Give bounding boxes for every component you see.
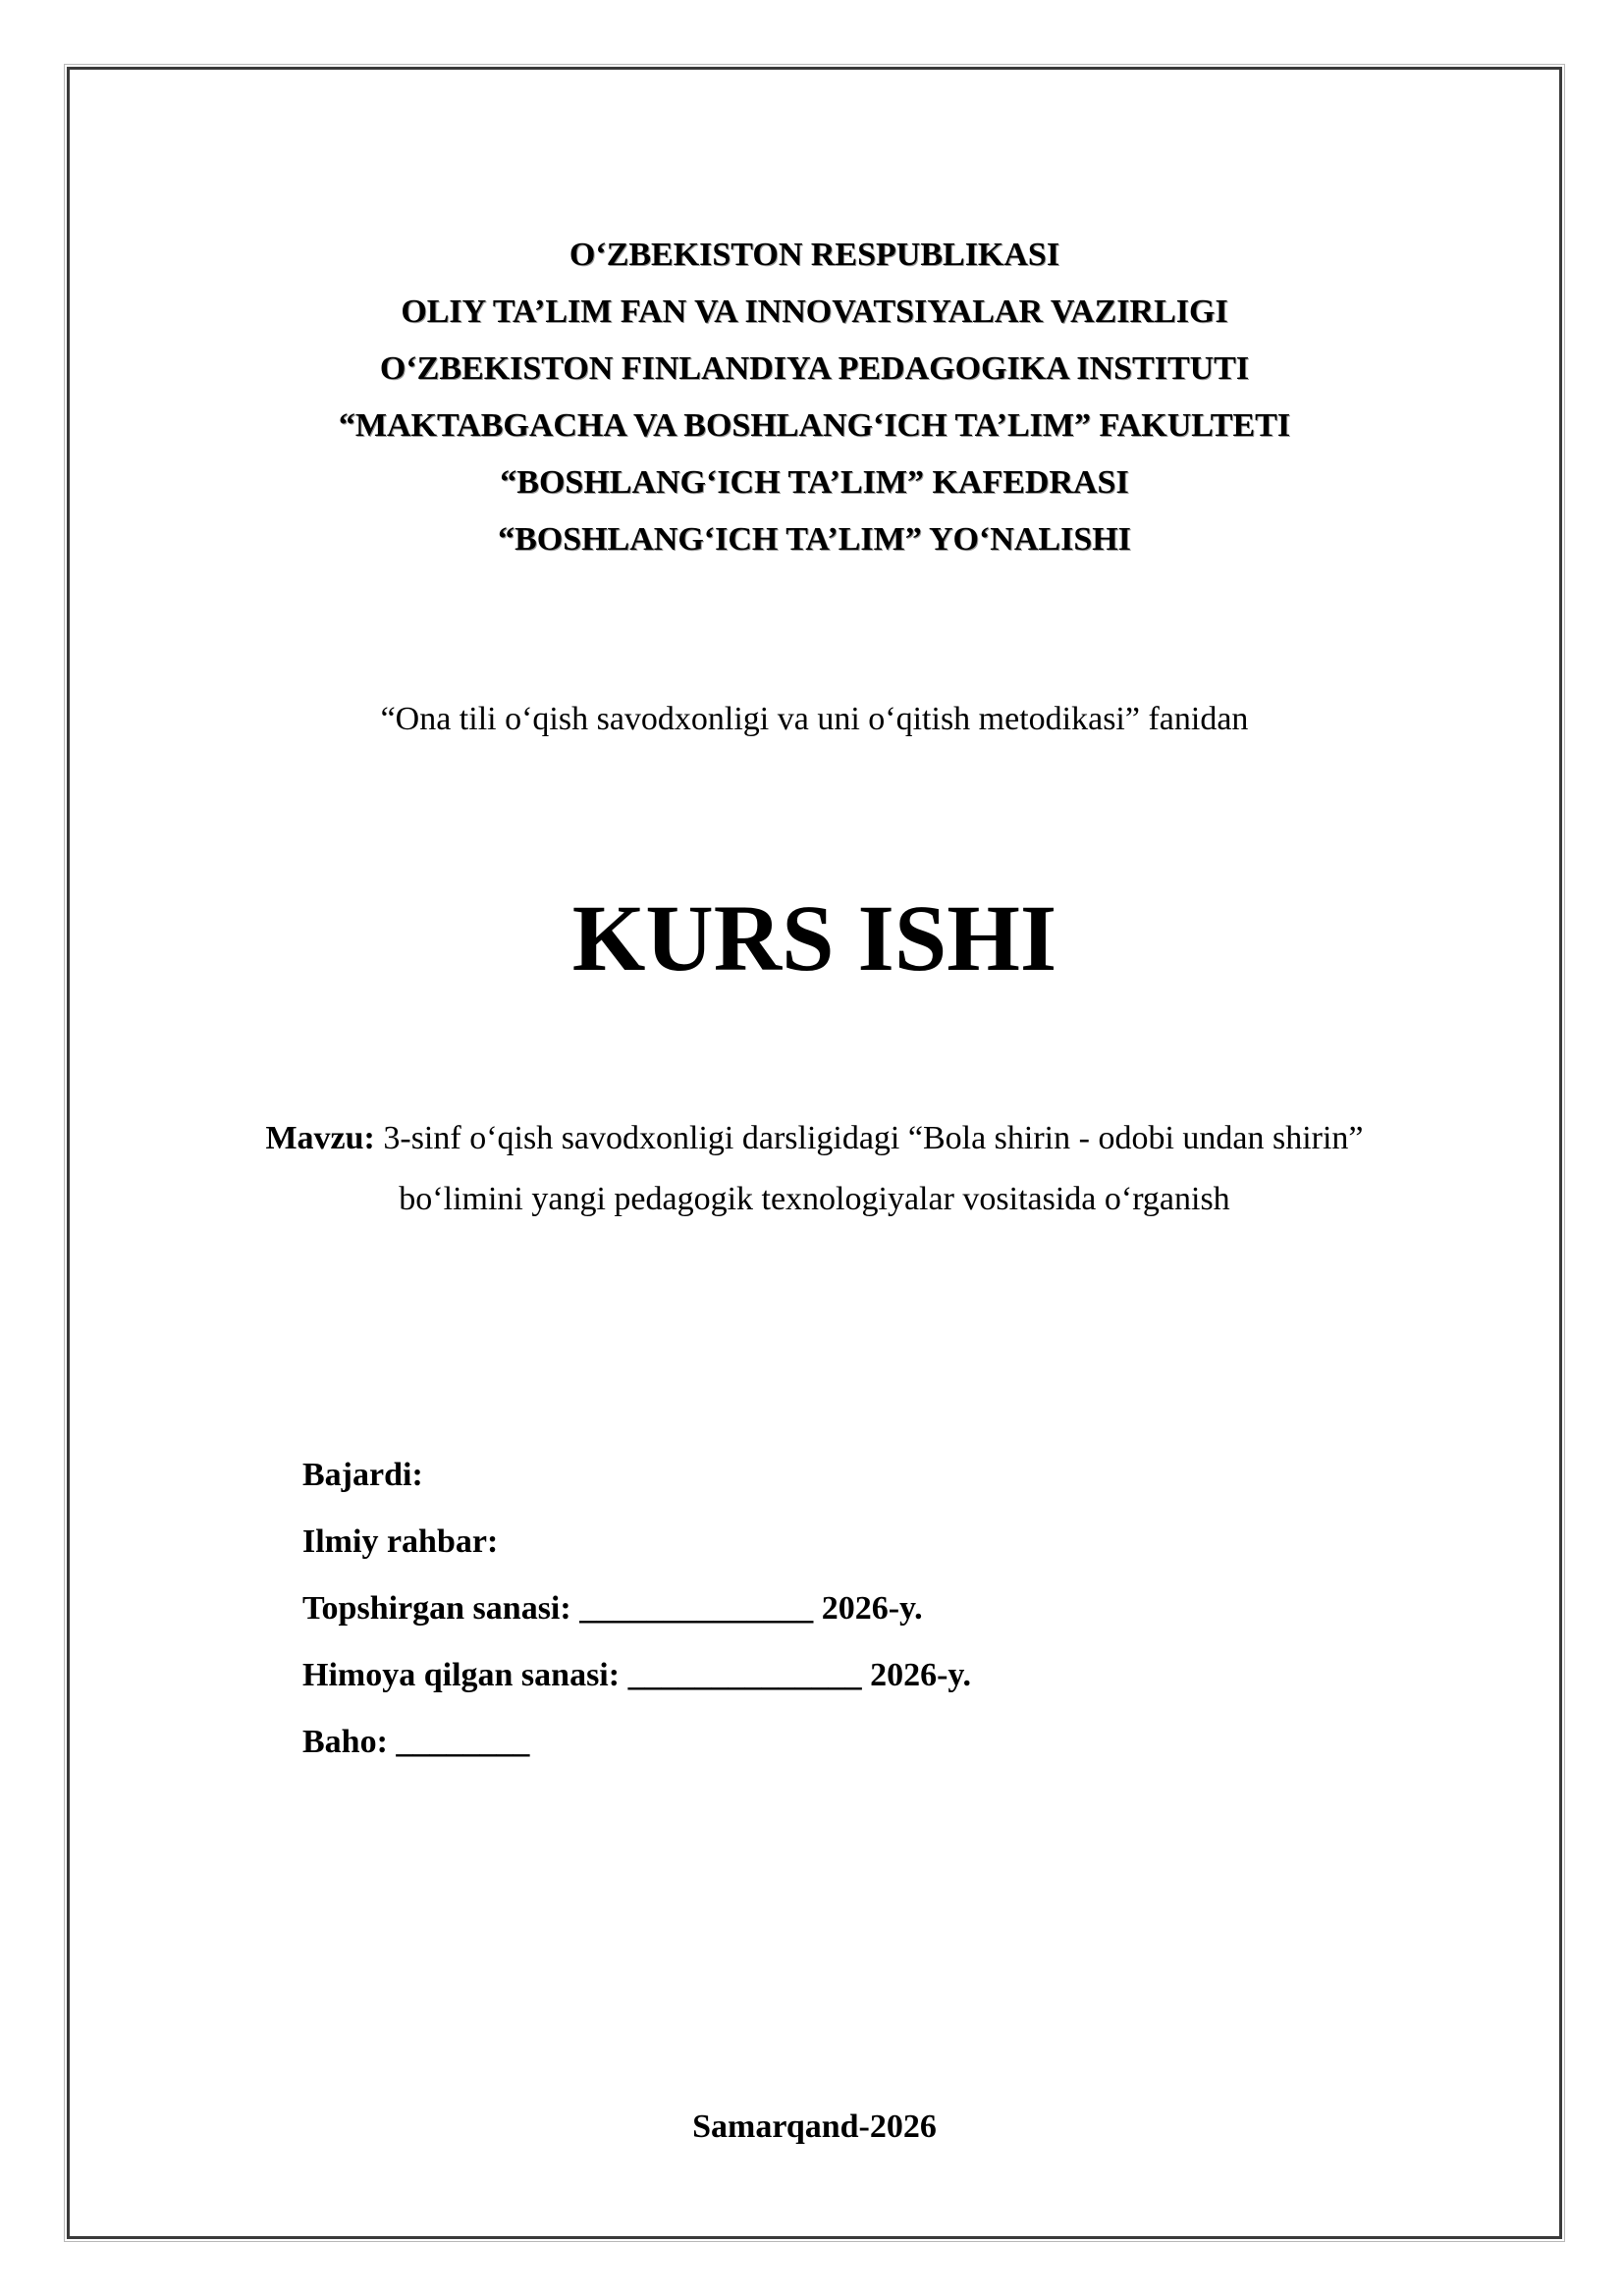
- page-border: [67, 67, 1562, 2239]
- document-title: KURS ISHI: [571, 885, 1057, 990]
- performed-by-label: Bajardi:: [302, 1457, 423, 1493]
- footer-city-year: Samarqand-2026: [692, 2109, 937, 2145]
- header-country: O‘ZBEKISTON RESPUBLIKASI: [568, 237, 1060, 273]
- defended-date-line: Himoya qilgan sanasi: ______________ 2026-y.: [302, 1657, 972, 1693]
- header-ministry: OLIY TA’LIM FAN VA INNOVATSIYALAR VAZIRLIGI: [401, 294, 1228, 330]
- supervisor-label: Ilmiy rahbar:: [302, 1523, 499, 1560]
- header-department: “BOSHLANG‘ICH TA’LIM” KAFEDRASI: [500, 464, 1129, 501]
- subject-line: “Ona tili o‘qish savodxonligi va uni o‘qitish metodikasi” fanidan: [380, 701, 1249, 737]
- header-institute: O‘ZBEKISTON FINLANDIYA PEDAGOGIKA INSTITUTI: [379, 350, 1250, 387]
- submitted-date-line: Topshirgan sanasi: ______________ 2026-y.: [302, 1590, 923, 1627]
- topic-label: Mavzu:: [265, 1120, 375, 1156]
- header-faculty: “MAKTABGACHA VA BOSHLANG‘ICH TA’LIM” FAKULTETI: [338, 407, 1291, 444]
- topic-block: [246, 1108, 1382, 1230]
- info-block: [302, 1442, 971, 1776]
- grade-line: Baho: ________: [302, 1724, 530, 1760]
- header-direction: “BOSHLANG‘ICH TA’LIM” YO‘NALISHI: [498, 521, 1131, 558]
- topic-text: 3-sinf o‘qish savodxonligi darsligidagi “Bola shirin - odobi undan shirin” bo‘limini yangi pedagogik texnologiyalar vositasida o‘rganish: [374, 1120, 1364, 1217]
- institution-header: [70, 227, 1559, 568]
